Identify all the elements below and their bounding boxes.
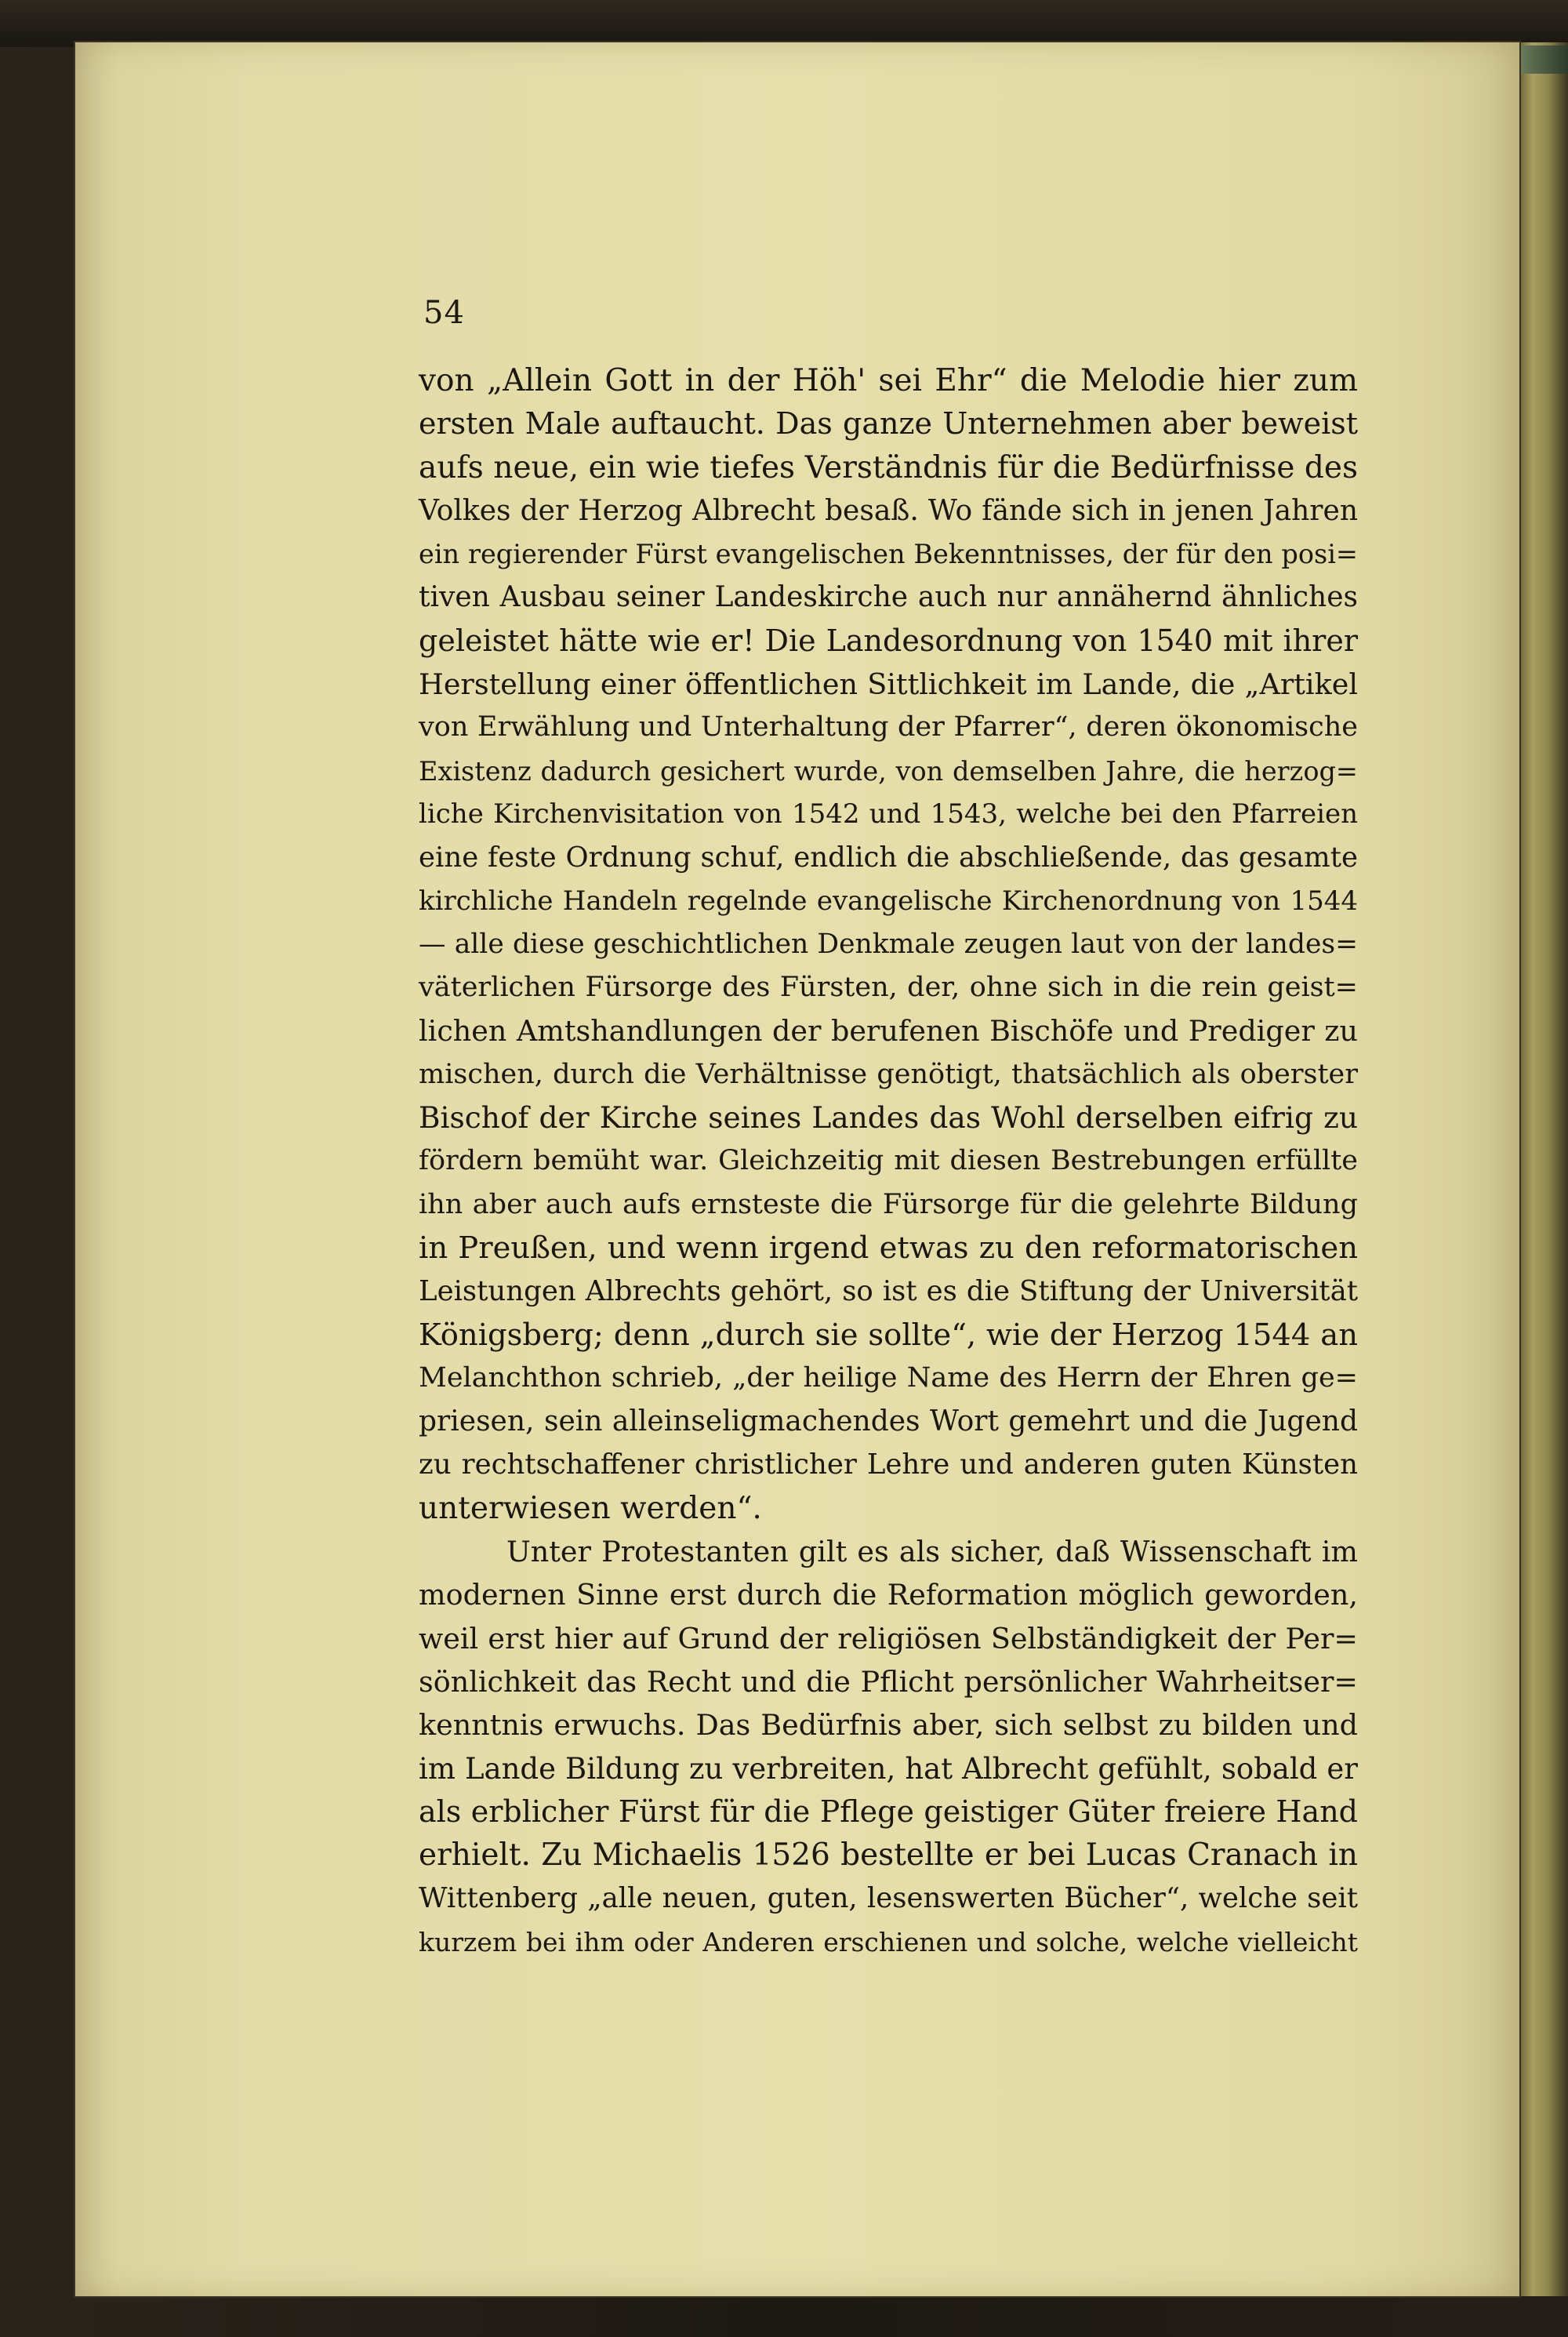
text-line: — alle diese geschichtlichen Denkmale zeugen laut von der landes= — [419, 928, 1358, 960]
text-line: erhielt. Zu Michaelis 1526 bestellte er bei Lucas Cranach in — [419, 1837, 1358, 1874]
text-line: lichen Amtshandlungen der berufenen Bischöfe und Prediger zu — [419, 1014, 1358, 1049]
text-line: kenntnis erwuchs. Das Bedürfnis aber, sich selbst zu bilden und — [419, 1708, 1358, 1743]
text-line: unterwiesen werden“. — [419, 1490, 762, 1526]
text-line: mischen, durch die Verhältnisse genötigt, thatsächlich als oberster — [419, 1058, 1358, 1090]
text-line: Leistungen Albrechts gehört, so ist es die Stiftung der Universität — [419, 1275, 1358, 1308]
text-line: von „Allein Gott in der Höh' sei Ehr“ die Melodie hier zum — [419, 363, 1358, 398]
page-edge — [1518, 42, 1568, 2296]
text-line: zu rechtschaffener christlicher Lehre und anderen guten Künsten — [419, 1448, 1358, 1481]
text-line: als erblicher Fürst für die Pflege geistiger Güter freiere Hand — [419, 1794, 1358, 1829]
body-text — [419, 359, 1358, 1964]
text-line: Herstellung einer öffentlichen Sittlichkeit im Lande, die „Artikel — [419, 667, 1358, 702]
text-line: kirchliche Handeln regelnde evangelische Kirchenordnung von 1544 — [419, 885, 1358, 917]
text-line: ersten Male auftaucht. Das ganze Unternehmen aber beweist — [419, 406, 1358, 442]
text-line: geleistet hätte wie er! Die Landesordnung von 1540 mit ihrer — [419, 623, 1358, 658]
text-line: tiven Ausbau seiner Landeskirche auch nur annähernd ähnliches — [419, 581, 1358, 614]
text-line: Existenz dadurch gesichert wurde, von demselben Jahre, die herzog= — [419, 755, 1358, 787]
text-line: Unter Protestanten gilt es als sicher, daß Wissenschaft im — [506, 1535, 1358, 1569]
text-line: sönlichkeit das Recht und die Pflicht persönlicher Wahrheitser= — [419, 1664, 1358, 1699]
cover-board — [0, 0, 1568, 47]
text-line: weil erst hier auf Grund der religiösen Selbständigkeit der Per= — [419, 1621, 1358, 1656]
text-line: von Erwählung und Unterhaltung der Pfarrer“, deren ökonomische — [419, 711, 1358, 743]
text-line: eine feste Ordnung schuf, endlich die abschließende, das gesamte — [419, 841, 1358, 874]
text-line: ihn aber auch aufs ernsteste die Fürsorge für die gelehrte Bildung — [419, 1188, 1358, 1220]
text-line: fördern bemüht war. Gleichzeitig mit diesen Bestrebungen erfüllte — [419, 1145, 1358, 1177]
text-line: modernen Sinne erst durch die Reformation möglich geworden, — [419, 1578, 1358, 1612]
text-line: Melanchthon schrieb, „der heilige Name des Herrn der Ehren ge= — [419, 1361, 1358, 1394]
text-line: ein regierender Fürst evangelischen Bekenntnisses, der für den posi= — [419, 539, 1358, 570]
text-line: väterlichen Fürsorge des Fürsten, der, ohne sich in die rein geist= — [419, 972, 1358, 1004]
text-line: liche Kirchenvisitation von 1542 und 1543, welche bei den Pfarreien — [419, 798, 1358, 830]
text-line: im Lande Bildung zu verbreiten, hat Albrecht gefühlt, sobald er — [419, 1751, 1358, 1786]
text-line: Königsberg; denn „durch sie sollte“, wie der Herzog 1544 an — [419, 1317, 1358, 1353]
text-line: Wittenberg „alle neuen, guten, lesenswerten Bücher“, welche seit — [419, 1882, 1358, 1915]
text-line: kurzem bei ihm oder Anderen erschienen und solche, welche vielleicht — [419, 1926, 1358, 1957]
text-line: aufs neue, ein wie tiefes Verständnis für die Bedürfnisse des — [419, 449, 1358, 485]
text-line: priesen, sein alleinseligmachendes Wort gemehrt und die Jugend — [419, 1405, 1358, 1438]
text-line: Volkes der Herzog Albrecht besaß. Wo fände sich in jenen Jahren — [419, 494, 1358, 527]
text-line: Bischof der Kirche seines Landes das Wohl derselben eifrig zu — [419, 1100, 1358, 1136]
text-line: in Preußen, und wenn irgend etwas zu den reformatorischen — [419, 1230, 1358, 1266]
page-number: 54 — [423, 295, 465, 331]
